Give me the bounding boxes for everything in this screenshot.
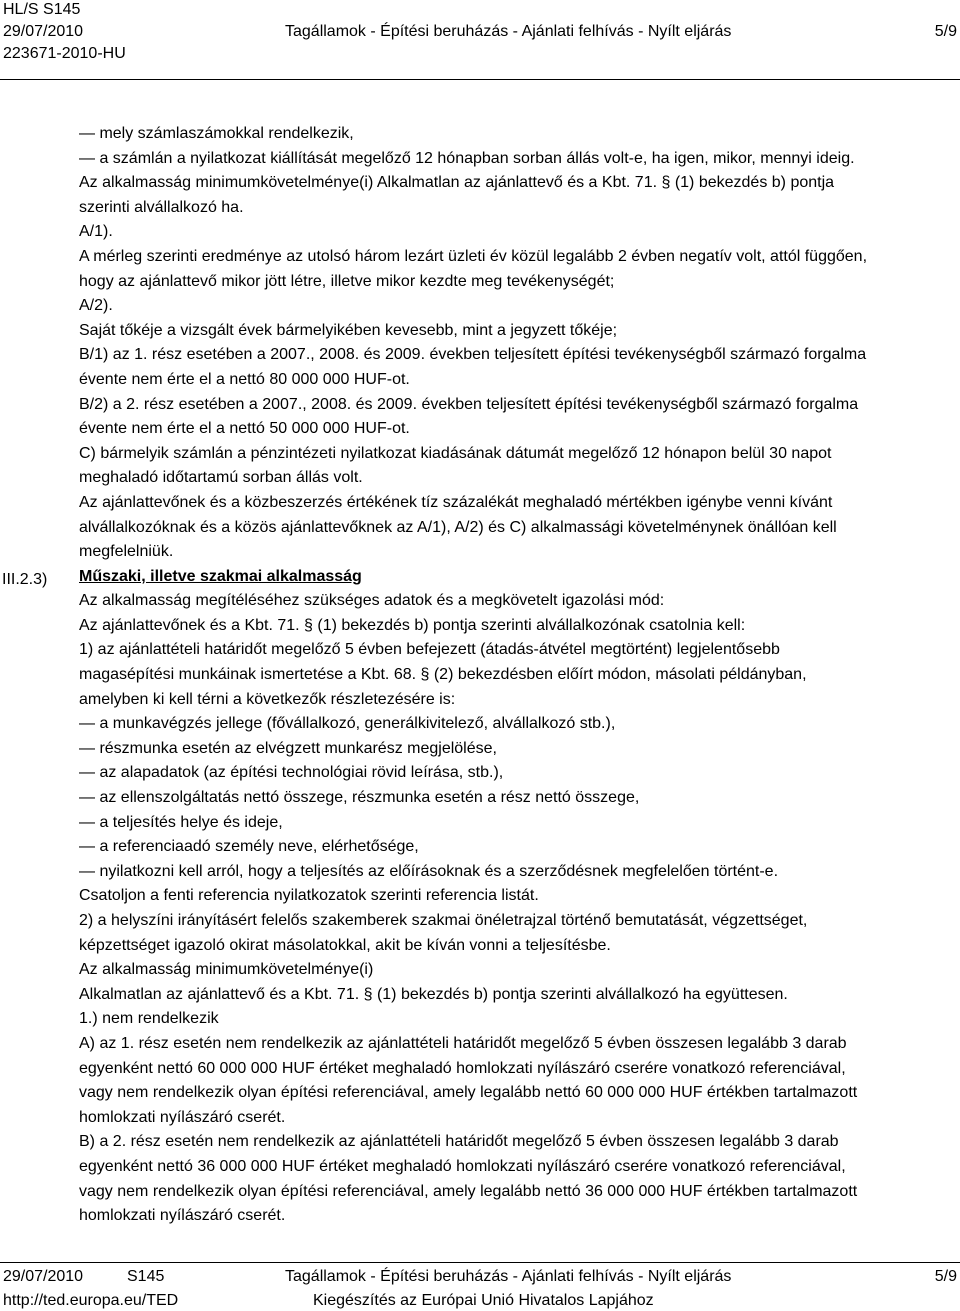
footer-page-number: 5/9 <box>934 1268 957 1285</box>
footer-title: Tagállamok - Építési beruházás - Ajánlati felhívás - Nyílt eljárás <box>285 1268 732 1285</box>
text-line: homlokzati nyílászáró cserét. <box>79 1207 286 1225</box>
footer-date: 29/07/2010 <box>3 1268 84 1285</box>
document-id: 223671-2010-HU <box>3 45 126 62</box>
section-heading <box>79 565 955 590</box>
text-line: hogy az ajánlattevő mikor jött létre, illetve mikor kezdte meg tevékenységét; <box>79 272 615 290</box>
text-line: 2) a helyszíni irányításért felelős szakemberek szakmai önéletrajzal történő bemutatását, végzettséget, <box>79 912 808 929</box>
text-line: évente nem érte el a nettó 80 000 000 HUF-ot. <box>79 370 410 388</box>
text-line: Az ajánlattevőnek és a Kbt. 71. § (1) bekezdés b) pontja szerinti alvállalkozónak csatolnia kell: <box>79 616 746 634</box>
text-line: — az alapadatok (az építési technológiai rövid leírása, stb.), <box>79 764 504 782</box>
text-line: egyenként nettó 36 000 000 HUF értéket meghaladó homlokzati nyílászáró cserére vonatkozó referenciával, <box>79 1157 846 1175</box>
text-line: alvállalkozóknak és a közös ajánlattevőknek az A/1), A/2) és C) alkalmassági követelménynek önállóan kell <box>79 518 837 536</box>
text-line: Saját tőkéje a vizsgált évek bármelyikében kevesebb, mint a jegyzett tőkéje; <box>79 321 618 339</box>
text-line: homlokzati nyílászáró cserét. <box>79 1108 286 1126</box>
text-line: — az ellenszolgáltatás nettó összege, részmunka esetén a rész nettó összege, <box>79 789 640 807</box>
text-line: — nyilatkozni kell arról, hogy a teljesítés az előírásoknak és a szerződésnek megfelelően történt-e. <box>79 862 779 880</box>
text-line: — a referenciaadó személy neve, elérhetősége, <box>79 838 419 856</box>
text-line: Az alkalmasság megítéléséhez szükséges adatok és a megkövetelt igazolási mód: <box>79 592 665 610</box>
text-line: B) a 2. rész esetén nem rendelkezik az ajánlattételi határidőt megelőző 5 évben összesen legalább 3 darab <box>79 1133 839 1151</box>
text-line: vagy nem rendelkezik olyan építési referenciával, amely legalább nettó 36 000 000 HUF értékben tartalmazott <box>79 1182 858 1200</box>
document-body <box>79 122 955 1229</box>
text-line: — a teljesítés helye és ideje, <box>79 813 283 831</box>
header-date: 29/07/2010 <box>3 23 84 40</box>
text-line: vagy nem rendelkezik olyan építési referenciával, amely legalább nettó 60 000 000 HUF értékben tartalmazott <box>79 1084 858 1102</box>
section-heading-text: Műszaki, illetve szakmai alkalmasság <box>79 567 362 585</box>
text-line: Csatoljon a fenti referencia nyilatkozatok szerinti referencia listát. <box>79 887 539 905</box>
text-line: Az ajánlattevőnek és a közbeszerzés értékének tíz százalékát meghaladó mértékben igénybe venni kívánt <box>79 493 833 511</box>
text-line: Az alkalmasság minimumkövetelménye(i) Alkalmatlan az ajánlattevő és a Kbt. 71. § (1) bekezdés b) pontja <box>79 174 835 192</box>
footer-series: S145 <box>127 1268 165 1285</box>
text-line: megfelelniük. <box>79 543 174 561</box>
text-line: egyenként nettó 60 000 000 HUF értéket meghaladó homlokzati nyílászáró cserére vonatkozó referenciával, <box>79 1059 846 1077</box>
text-line: meghaladó időtartamú sorban állás volt. <box>79 469 363 487</box>
text-line: B/2) a 2. rész esetében a 2007., 2008. és 2009. években teljesített építési tevékenységből származó forgalma <box>79 395 859 413</box>
text-line: Alkalmatlan az ajánlattevő és a Kbt. 71. § (1) bekezdés b) pontja szerinti alvállalkozó ha együttesen. <box>79 985 788 1003</box>
footer-url-link[interactable]: http://ted.europa.eu/TED <box>3 1292 179 1309</box>
text-line: B/1) az 1. rész esetében a 2007., 2008. és 2009. években teljesített építési tevékenységből származó forgalma <box>79 346 867 364</box>
text-line: évente nem érte el a nettó 50 000 000 HUF-ot. <box>79 420 410 438</box>
text-line: 1) az ajánlattételi határidőt megelőző 5 évben befejezett (átadás-átvétel megtörtént) legjelentősebb <box>79 641 780 659</box>
text-line: A/2). <box>79 297 113 315</box>
text-line: Az alkalmasság minimumkövetelménye(i) <box>79 961 374 979</box>
page-footer <box>0 1262 960 1311</box>
text-line: 1.) nem rendelkezik <box>79 1010 219 1028</box>
text-line: szerinti alvállalkozó ha. <box>79 198 244 216</box>
text-line: — a számlán a nyilatkozat kiállítását megelőző 12 hónapban sorban állás volt-e, ha igen, mikor, mennyi ideig. <box>79 149 855 167</box>
text-line: képzettséget igazoló okirat másolatokkal, akit be kíván vonni a teljesítésbe. <box>79 936 611 954</box>
text-line: A) az 1. rész esetén nem rendelkezik az ajánlattételi határidőt megelőző 5 évben összesen legalább 3 darab <box>79 1034 847 1052</box>
text-line: magasépítési munkáinak ismertetése a Kbt. 68. § (2) bekezdésben előírt módon, másolati példányban, <box>79 666 807 684</box>
header-page-number: 5/9 <box>934 23 957 40</box>
text-line: — a munkavégzés jellege (fővállalkozó, generálkivitelező, alvállalkozó stb.), <box>79 715 616 733</box>
text-line: A/1). <box>79 223 113 241</box>
text-line: — részmunka esetén az elvégzett munkarész megjelölése, <box>79 739 497 757</box>
text-line: amelyben ki kell térni a következők részletezésére is: <box>79 690 456 708</box>
text-line: A mérleg szerinti eredménye az utolsó három lezárt üzleti év közül legalább 2 évben negatív volt, attól függően, <box>79 247 868 265</box>
header-title: Tagállamok - Építési beruházás - Ajánlati felhívás - Nyílt eljárás <box>285 23 732 40</box>
section-number: III.2.3) <box>2 571 48 589</box>
footer-subtitle: Kiegészítés az Európai Unió Hivatalos Lapjához <box>313 1292 654 1309</box>
text-line: C) bármelyik számlán a pénzintézeti nyilatkozat kiadásának dátumát megelőző 12 hónapon belül 30 napot <box>79 444 832 462</box>
text-line: — mely számlaszámokkal rendelkezik, <box>79 125 354 142</box>
journal-ref: HL/S S145 <box>3 1 81 18</box>
page-header <box>0 0 960 80</box>
